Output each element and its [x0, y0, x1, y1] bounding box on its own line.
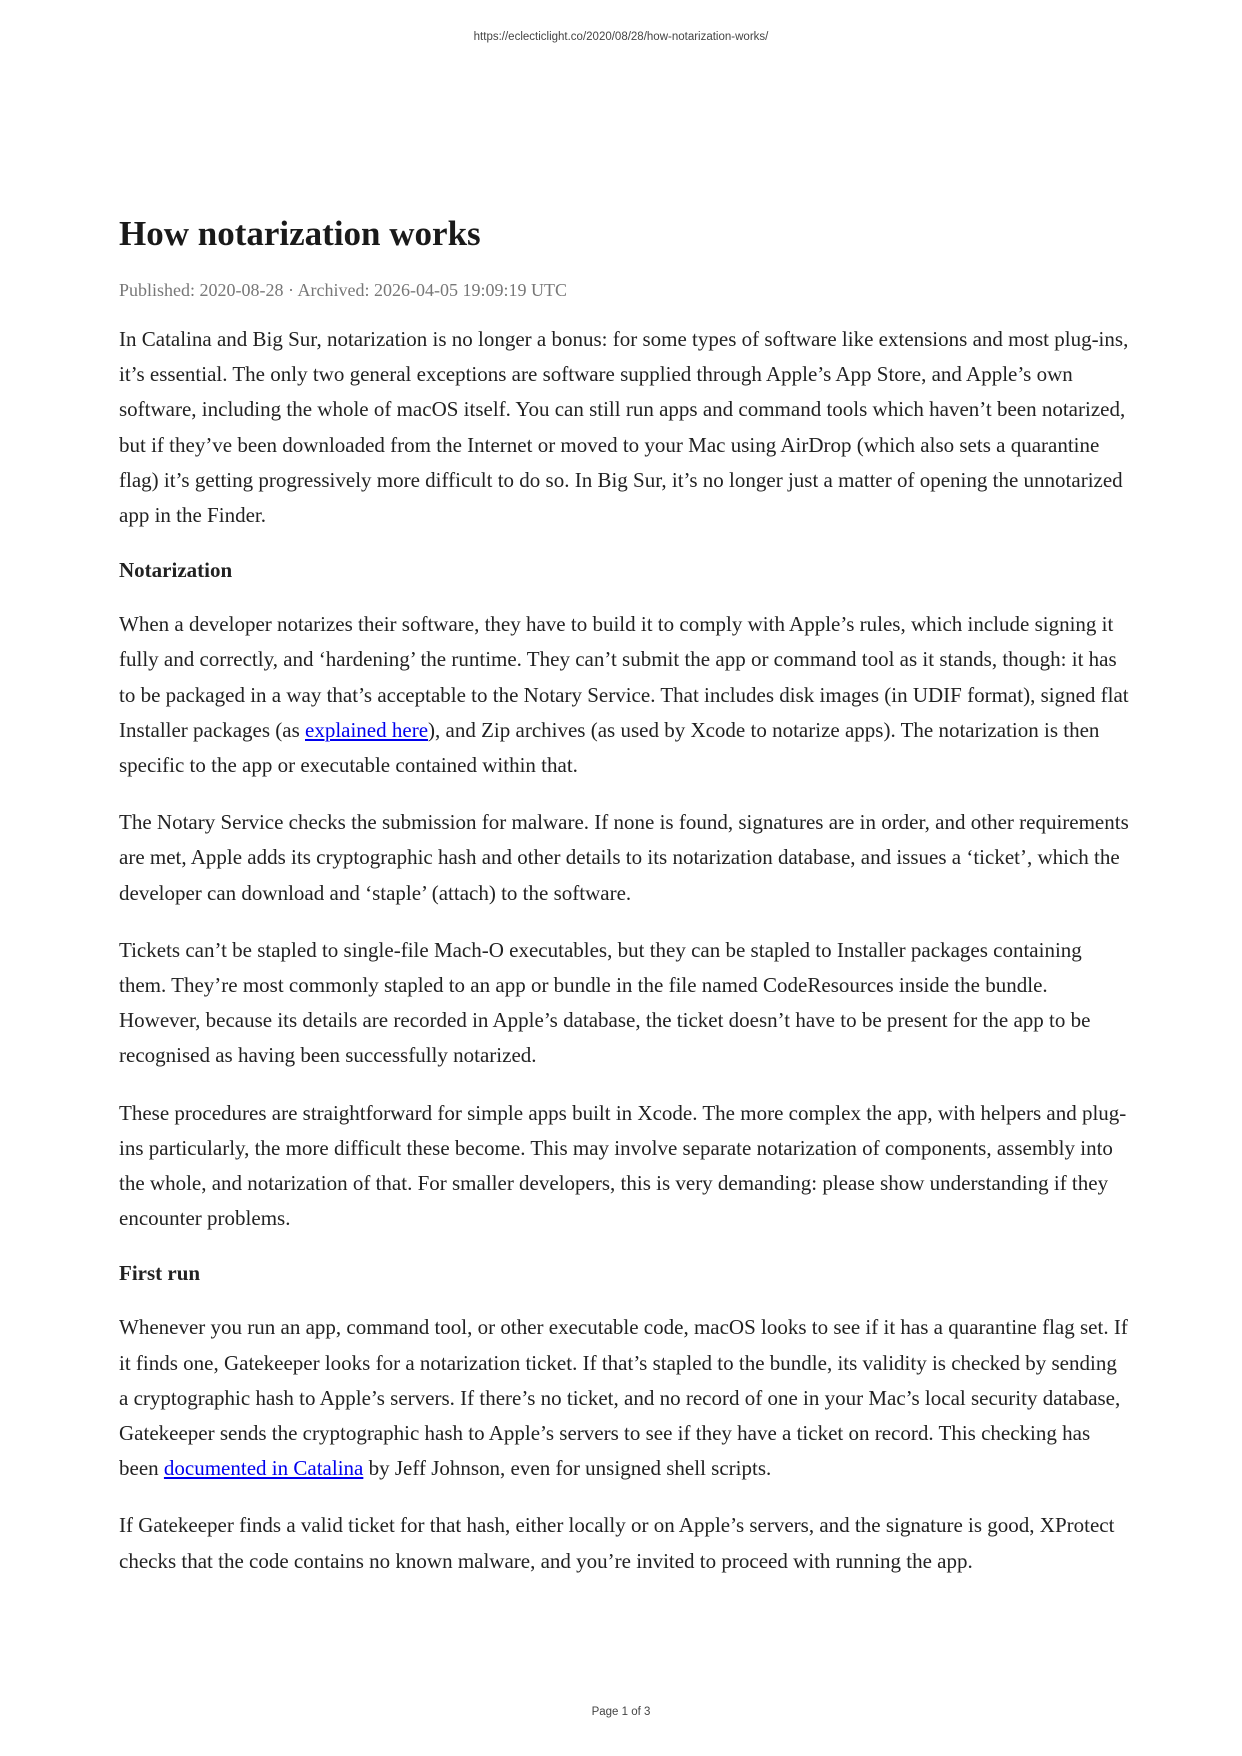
paragraph-tickets: Tickets can’t be stapled to single-file Mach-O executables, but they can be stapled to Installer packages containing them. They’re most commonly stapled to an app or bundle in the file named CodeResources inside the bundle. However, because its details are recorded in Apple’s database, the ticket doesn’t have to be present for the app to be recognised as having been successfully notarized. — [119, 937, 1091, 1068]
article-meta: Published: 2020-08-28 · Archived: 2026-04-05 19:09:19 UTC — [119, 280, 567, 300]
documented-in-catalina-link[interactable]: documented in Catalina — [163, 1456, 364, 1481]
heading-first-run: First run — [119, 1261, 201, 1286]
article — [119, 212, 1129, 1601]
text: ), and Zip archives (as used by Xcode to notarize apps). The notarization is then specific to the app or executable contained within that. — [119, 717, 1100, 778]
paragraph-first-run — [119, 1310, 1129, 1486]
paragraph-notarization — [119, 607, 1129, 783]
explained-here-link[interactable]: explained here — [305, 717, 429, 742]
page-number: Page 1 of 3 — [591, 1706, 651, 1718]
page-url: https://eclecticlight.co/2020/08/28/how-notarization-works/ — [473, 31, 769, 43]
paragraph-procedures: These procedures are straightforward for simple apps built in Xcode. The more complex the app, with helpers and plug-ins particularly, the more difficult these become. This may involve separate notarization of components, assembly into the whole, and notarization of that. For smaller developers, this is very demanding: please show understanding if they encounter problems. — [119, 1100, 1127, 1231]
paragraph-gatekeeper: If Gatekeeper finds a valid ticket for that hash, either locally or on Apple’s servers, and the signature is good, XProtect checks that the code contains no known malware, and you’re invited to proceed with running the app. — [119, 1513, 1115, 1573]
paragraph-intro: In Catalina and Big Sur, notarization is no longer a bonus: for some types of software like extensions and most plug-ins, it’s essential. The only two general exceptions are software supplied through Apple’s App Store, and Apple’s own software, including the whole of macOS itself. You can still run apps and command tools which haven’t been notarized, but if they’ve been downloaded from the Internet or moved to your Mac using AirDrop (which also sets a quarantine flag) it’s getting progressively more difficult to do so. In Big Sur, it’s no longer just a matter of opening the unnotarized app in the Finder. — [119, 327, 1129, 528]
text: When a developer notarizes their software, they have to build it to comply with Apple’s rules, which include signing it fully and correctly, and ‘hardening’ the runtime. They can’t submit the app or command tool as it stands, though: it has to be packaged in a way that’s acceptable to the Notary Service. That includes disk images (in UDIF format), signed flat Installer packages (as — [119, 612, 1129, 742]
heading-notarization: Notarization — [119, 558, 233, 583]
text: Whenever you run an app, command tool, or other executable code, macOS looks to see if it has a quarantine flag set. If it finds one, Gatekeeper looks for a notarization ticket. If that’s stapled to the bundle, its validity is checked by sending a cryptographic hash to Apple’s servers. If there’s no ticket, and no record of one in your Mac’s local security database, Gatekeeper sends the cryptographic hash to Apple’s servers to see if they have a ticket on record. This checking has been — [119, 1315, 1128, 1481]
article-title: How notarization works — [119, 214, 481, 253]
paragraph-notary-service: The Notary Service checks the submission for malware. If none is found, signatures are in order, and other requirements are met, Apple adds its cryptographic hash and other details to its notarization database, and issues a ‘ticket’, which the developer can download and ‘staple’ (attach) to the software. — [119, 810, 1129, 905]
text: by Jeff Johnson, even for unsigned shell scripts. — [363, 1456, 772, 1481]
